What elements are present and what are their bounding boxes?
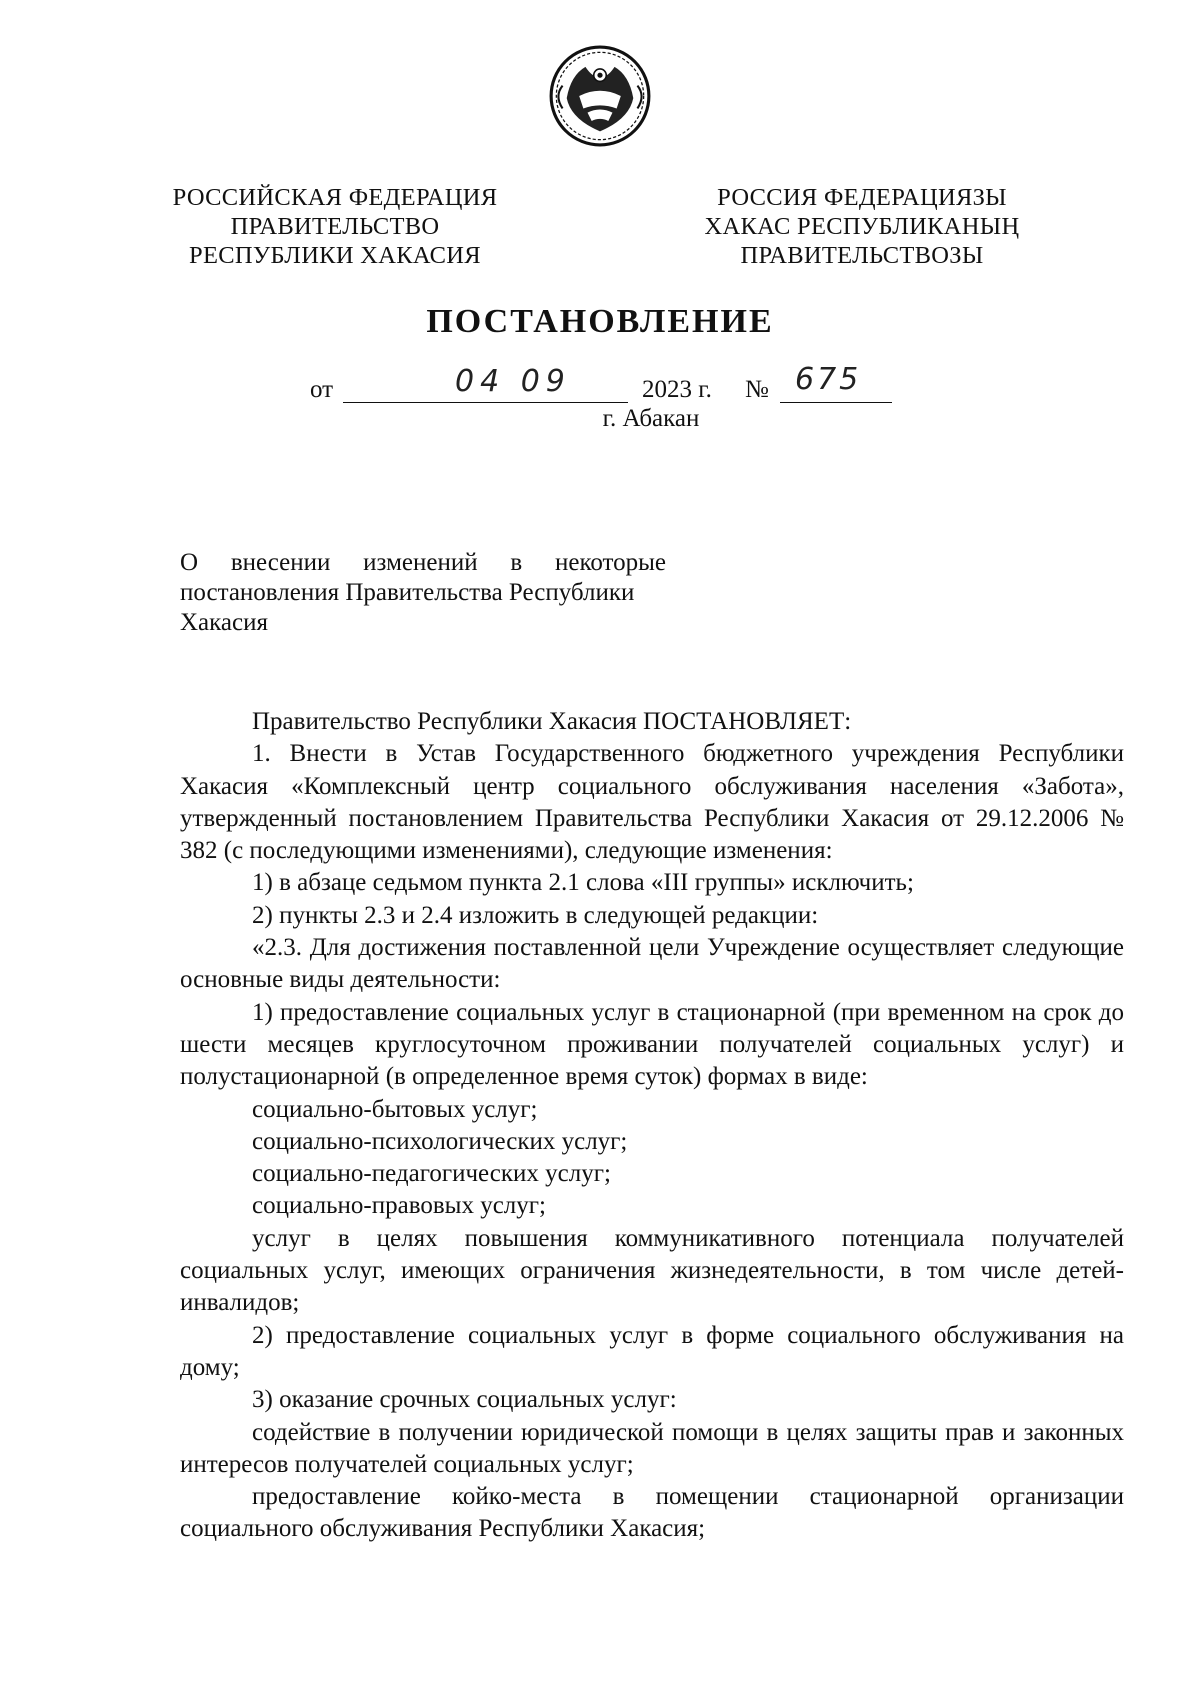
subject-line-3: Хакасия: [180, 609, 268, 636]
subject-line-1: О внесении изменений в некоторые: [180, 549, 666, 576]
header-right: [697, 183, 1027, 270]
body-paragraph: социально-бытовых услуг;: [252, 1095, 538, 1123]
body-paragraph: 1. Внести в Устав Государственного бюджетного учреждения Республики Хакасия «Комплексный центр социального обслуживания населения «Забота», утвержденный постановлением Правительства Республики Хакасия от 29.12.2006 № 382 (с последующими изменениями), следующие изменения:: [180, 740, 1124, 865]
handwritten-date: 04 09: [455, 364, 571, 399]
body-paragraph: 1) предоставление социальных услуг в стационарной (при временном на срок до шести месяцев круглосуточном проживании получателей социальных услуг) и полустационарной (в определенное время суток) формах в виде:: [180, 998, 1124, 1091]
body-paragraph: 1) в абзаце седьмом пункта 2.1 слова «III группы» исключить;: [252, 869, 914, 897]
document-subject: [180, 548, 666, 638]
body-paragraph: социально-педагогических услуг;: [252, 1160, 611, 1188]
header-left: [170, 183, 500, 270]
body-paragraph: предоставление койко-места в помещении стационарной организации социального обслуживания Республики Хакасия;: [180, 1483, 1124, 1543]
date-prefix: от: [310, 376, 334, 403]
number-label: №: [745, 376, 769, 403]
subject-line-2: постановления Правительства Республики: [180, 579, 635, 606]
body-paragraph: 2) предоставление социальных услуг в форме социального обслуживания на дому;: [180, 1321, 1124, 1381]
body-paragraph: услуг в целях повышения коммуникативного потенциала получателей социальных услуг, имеющих ограничения жизнедеятельности, в том числе детей-инвалидов;: [180, 1224, 1124, 1317]
header-left-line-2: ПРАВИТЕЛЬСТВО: [230, 213, 440, 240]
city-line: [0, 405, 1200, 433]
number-underline: [780, 402, 892, 403]
document-body: [180, 706, 1124, 1546]
header-right-line-1: РОССИЯ ФЕДЕРАЦИЯЗЫ: [717, 184, 1007, 211]
header-left-line-3: РЕСПУБЛИКИ ХАКАСИЯ: [189, 242, 481, 269]
body-paragraph: «2.3. Для достижения поставленной цели Учреждение осуществляет следующие основные виды деятельности:: [180, 934, 1124, 994]
year-label: 2023 г.: [642, 376, 712, 403]
date-number-line: [0, 362, 1200, 406]
body-paragraph: социально-психологических услуг;: [252, 1127, 628, 1155]
body-paragraph: Правительство Республики Хакасия ПОСТАНОВЛЯЕТ:: [252, 708, 852, 735]
document-title: ПОСТАНОВЛЕНИЕ: [426, 303, 774, 340]
body-paragraph: 2) пункты 2.3 и 2.4 изложить в следующей редакции:: [252, 901, 819, 929]
header-right-line-3: ПРАВИТЕЛЬСТВОЗЫ: [740, 242, 984, 269]
body-paragraph: 3) оказание срочных социальных услуг:: [252, 1386, 677, 1414]
body-paragraph: содействие в получении юридической помощи в целях защиты прав и законных интересов получателей социальных услуг;: [180, 1418, 1124, 1478]
header-right-line-2: ХАКАС РЕСПУБЛИКАНЫҢ: [704, 213, 1020, 240]
handwritten-number: 675: [795, 362, 862, 397]
header-left-line-1: РОССИЙСКАЯ ФЕДЕРАЦИЯ: [172, 184, 498, 211]
date-underline: [343, 402, 628, 403]
body-paragraph: социально-правовых услуг;: [252, 1192, 546, 1220]
coat-of-arms-icon: [548, 44, 652, 148]
city-name: г. Абакан: [602, 405, 700, 432]
